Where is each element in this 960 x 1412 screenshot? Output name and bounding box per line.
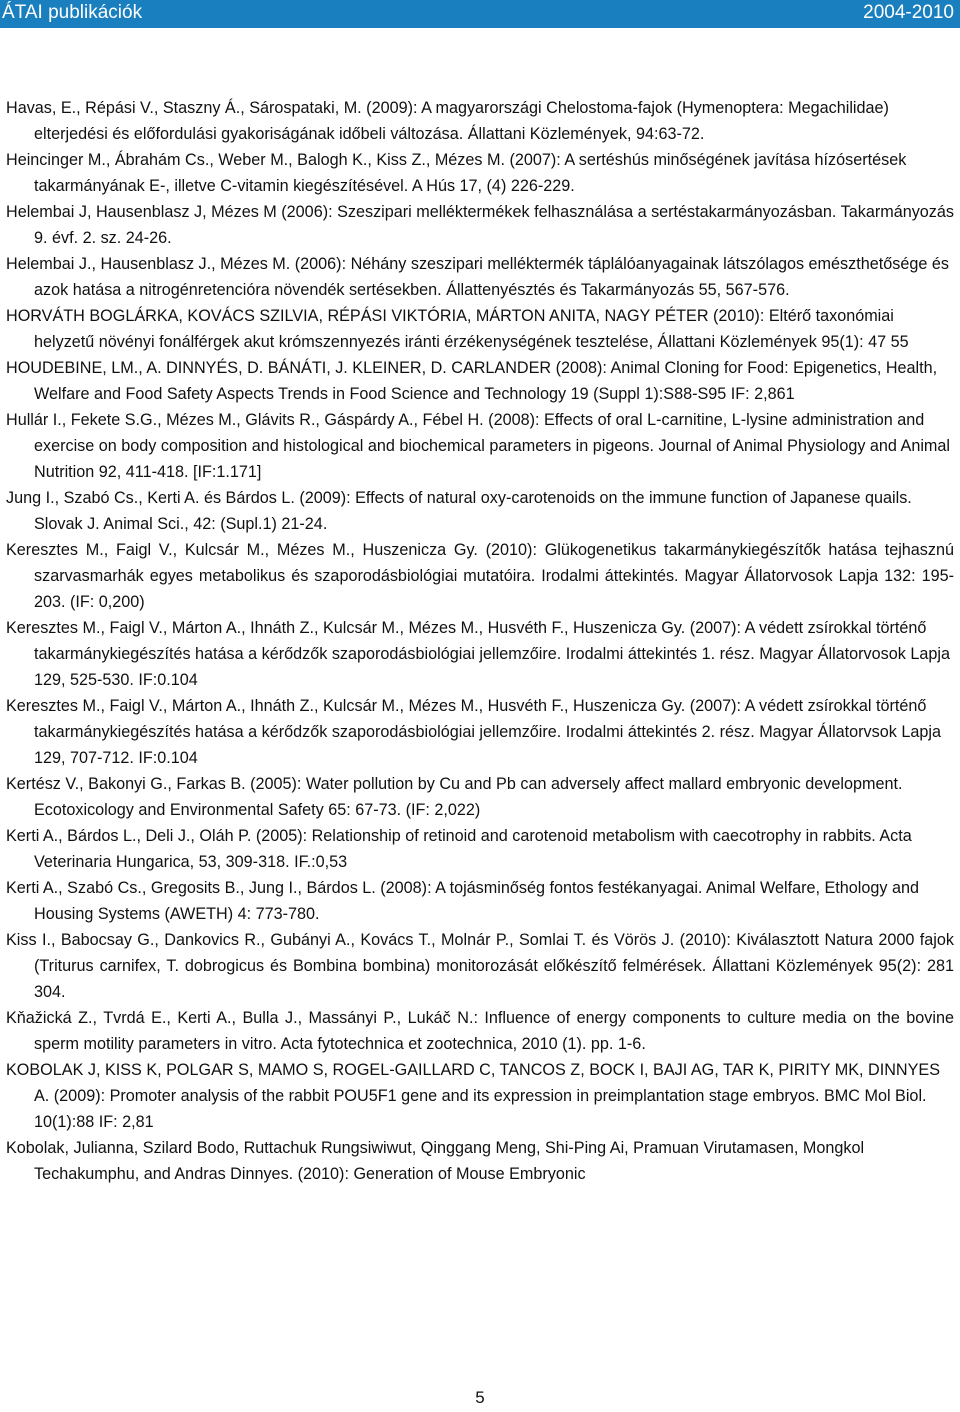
reference-item: HOUDEBINE, LM., A. DINNYÉS, D. BÁNÁTI, J. KLEINER, D. CARLANDER (2008): Animal Cloning for Food: Epigenetics, Health, Welfare and Food Safety Aspects Trends in Food Science and Technology 19 (Suppl 1):S88-S95 IF: 2,861 — [6, 359, 938, 403]
page-number: 5 — [475, 1388, 485, 1407]
reference-item: KOBOLAK J, KISS K, POLGAR S, MAMO S, ROGEL-GAILLARD C, TANCOS Z, BOCK I, BAJI AG, TAR K, PIRITY MK, DINNYES A. (2009): Promoter analysis of the rabbit POU5F1 gene and its expression in preimplantation stage embryos. BMC Mol Biol. 10(1):88 IF: 2,81 — [6, 1061, 941, 1131]
reference-item: Keresztes M., Faigl V., Márton A., Ihnáth Z., Kulcsár M., Mézes M., Husvéth F., Huszenicza Gy. (2007): A védett zsírokkal történő takarmánykiegészítés hatása a kérődzők szaporodásbiológiai jellemzőire. Irodalmi áttekintés 1. rész. Magyar Állatorvosok Lapja 129, 525-530. IF:0.104 — [6, 619, 950, 689]
reference-item: Heincinger M., Ábrahám Cs., Weber M., Balogh K., Kiss Z., Mézes M. (2007): A sertéshús minőségének javítása hízósertések takarmányának E-, illetve C-vitamin kiegészítésével. A Hús 17, (4) 226-229. — [6, 151, 907, 195]
reference-item: Havas, E., Répási V., Staszny Á., Sárospataki, M. (2009): A magyarországi Chelostoma-fajok (Hymenoptera: Megachilidae) elterjedési és előfordulási gyakoriságának időbeli változása. Állattani Közlemények, 94:63-72. — [6, 99, 889, 143]
reference-item: Jung I., Szabó Cs., Kerti A. és Bárdos L. (2009): Effects of natural oxy-carotenoids on the immune function of Japanese quails. Slovak J. Animal Sci., 42: (Supl.1) 21-24. — [6, 489, 912, 533]
reference-item: Kiss I., Babocsay G., Dankovics R., Gubányi A., Kovács T., Molnár P., Somlai T. és Vörös J. (2010): Kiválasztott Natura 2000 fajok (Triturus carnifex, T. dobrogicus és Bombina bombina) monitorozását előkészítő felmérések. Állattani Közlemények 95(2): 281 304. — [6, 931, 954, 1001]
reference-item: Keresztes M., Faigl V., Márton A., Ihnáth Z., Kulcsár M., Mézes M., Husvéth F., Huszenicza Gy. (2007): A védett zsírokkal történő takarmánykiegészítés hatása a kérődzők szaporodásbiológiai jellemzőire. Irodalmi áttekintés 2. rész. Magyar Állatorvsok Lapja 129, 707-712. IF:0.104 — [6, 697, 941, 767]
page-header — [0, 0, 960, 28]
reference-list — [6, 95, 954, 1187]
reference-item: Kerti A., Szabó Cs., Gregosits B., Jung I., Bárdos L. (2008): A tojásminőség fontos festékanyagai. Animal Welfare, Ethology and Housing Systems (AWETH) 4: 773-780. — [6, 879, 919, 923]
header-years: 2004-2010 — [863, 2, 954, 23]
reference-item: Hullár I., Fekete S.G., Mézes M., Glávits R., Gáspárdy A., Fébel H. (2008): Effects of oral L-carnitine, L-lysine administration and exercise on body composition and histological and biochemical parameters in pigeons. Journal of Animal Physiology and Animal Nutrition 92, 411-418. [IF:1.171] — [6, 411, 951, 481]
reference-item: Kertész V., Bakonyi G., Farkas B. (2005): Water pollution by Cu and Pb can adversely affect mallard embryonic development. Ecotoxicology and Environmental Safety 65: 67-73. (IF: 2,022) — [6, 775, 903, 819]
reference-item: Helembai J, Hausenblasz J, Mézes M (2006): Szeszipari melléktermékek felhasználása a sertéstakarmányozásban. Takarmányozás 9. évf. 2. sz. 24-26. — [6, 203, 954, 247]
reference-item: Kobolak, Julianna, Szilard Bodo, Ruttachuk Rungsiwiwut, Qinggang Meng, Shi-Ping Ai, Pramuan Virutamasen, Mongkol Techakumphu, and Andras Dinnyes. (2010): Generation of Mouse Embryonic — [6, 1139, 865, 1183]
reference-item: HORVÁTH BOGLÁRKA, KOVÁCS SZILVIA, RÉPÁSI VIKTÓRIA, MÁRTON ANITA, NAGY PÉTER (2010): Eltérő taxonómiai helyzetű növényi fonálférgek akut krómszennyezés iránti érzékenységének tesztelése, Állattani Közlemények 95(1): 47 55 — [6, 307, 909, 351]
reference-item: Keresztes M., Faigl V., Kulcsár M., Mézes M., Huszenicza Gy. (2010): Glükogenetikus takarmánykiegészítők hatása tejhasznú szarvasmarhák egyes metabolikus és szaporodásbiológiai mutatóira. Irodalmi áttekintés. Magyar Állatorvosok Lapja 132: 195-203. (IF: 0,200) — [6, 541, 954, 611]
reference-item: Kňažická Z., Tvrdá E., Kerti A., Bulla J., Massányi P., Lukáč N.: Influence of energy components to culture media on the bovine sperm motility parameters in vitro. Acta fytotechnica et zootechnica, 2010 (1). pp. 1-6. — [6, 1009, 954, 1053]
reference-item: Kerti A., Bárdos L., Deli J., Oláh P. (2005): Relationship of retinoid and carotenoid metabolism with caecotrophy in rabbits. Acta Veterinaria Hungarica, 53, 309-318. IF.:0,53 — [6, 827, 912, 871]
header-title: ÁTAI publikációk — [2, 2, 143, 23]
reference-item: Helembai J., Hausenblasz J., Mézes M. (2006): Néhány szeszipari melléktermék táplálóanyagainak látszólagos emészthetősége és azok hatása a nitrogénretencióra növendék sertésekben. Állattenyésztés és Takarmányozás 55, 567-576. — [6, 255, 949, 299]
